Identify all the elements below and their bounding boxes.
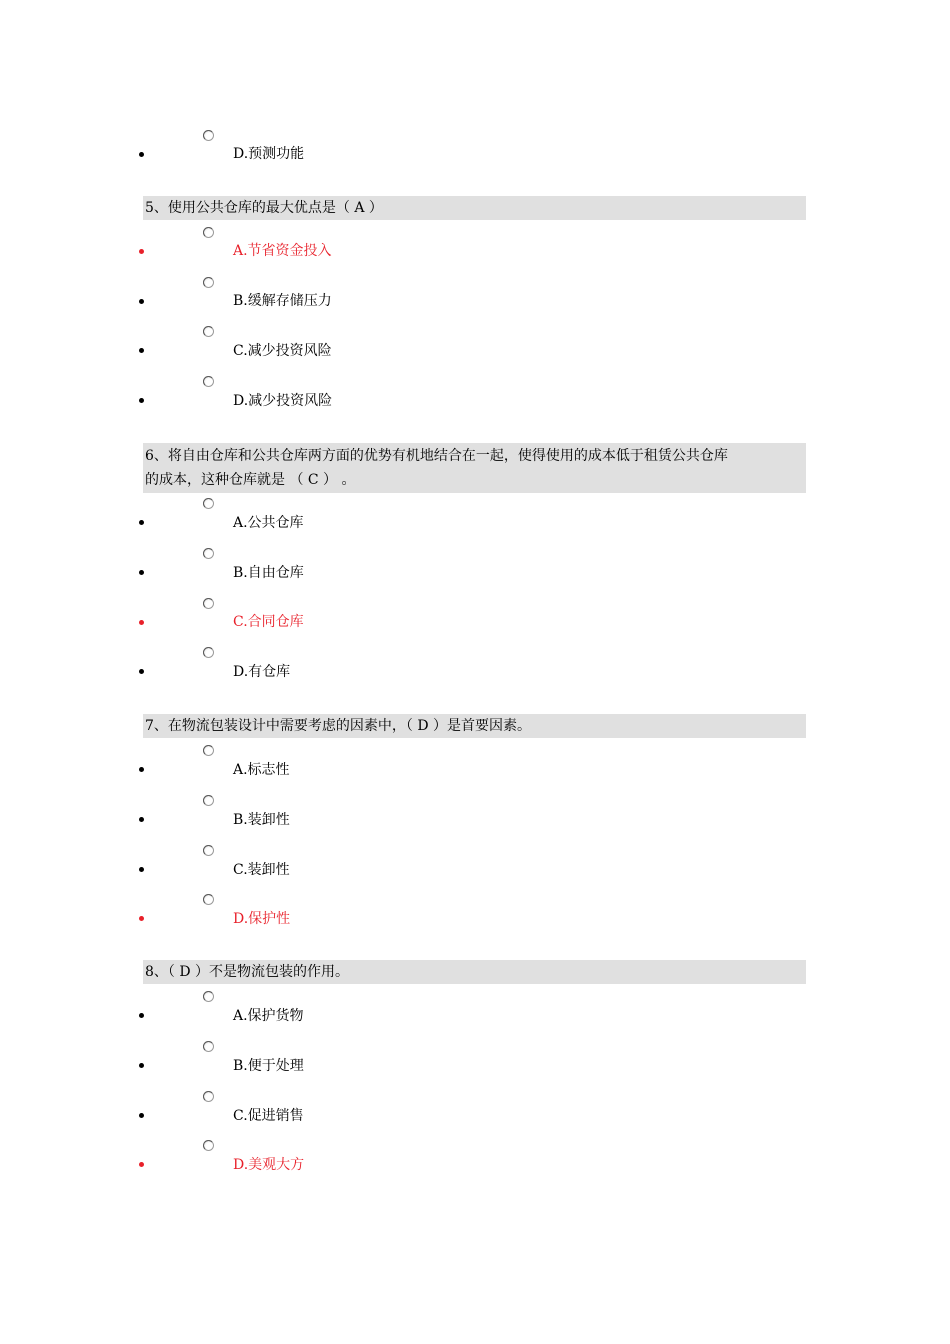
- bullet-icon: [139, 867, 144, 872]
- q5-option-b: [0, 275, 950, 321]
- radio-icon[interactable]: [203, 795, 214, 806]
- option-label: C.促进销售: [233, 1108, 304, 1124]
- q6-option-a: [0, 496, 950, 542]
- q8-option-c: [0, 1089, 950, 1135]
- q6-option-b: [0, 546, 950, 592]
- q6-option-d: [0, 645, 950, 691]
- q8-option-b: [0, 1039, 950, 1085]
- option-label: D.保护性: [233, 911, 291, 927]
- question-6-header: [143, 443, 806, 493]
- q7-option-c: [0, 843, 950, 889]
- bullet-icon: [139, 398, 144, 403]
- radio-icon[interactable]: [203, 376, 214, 387]
- q8-option-a: [0, 989, 950, 1035]
- bullet-icon: [139, 570, 144, 575]
- bullet-icon: [139, 299, 144, 304]
- q5-option-d: [0, 374, 950, 420]
- q4-option-d: [0, 127, 950, 173]
- question-6-header-line2: 的成本，这种仓库就是 （ C ） 。: [145, 472, 356, 488]
- radio-icon[interactable]: [203, 498, 214, 509]
- radio-icon[interactable]: [203, 227, 214, 238]
- option-label: C.装卸性: [233, 862, 290, 878]
- bullet-icon: [139, 817, 144, 822]
- bullet-icon: [139, 152, 144, 157]
- question-5-header: 5、使用公共仓库的最大优点是（ A ）: [143, 196, 806, 220]
- bullet-icon: [139, 620, 144, 625]
- radio-icon[interactable]: [203, 130, 214, 141]
- bullet-icon: [139, 348, 144, 353]
- radio-icon[interactable]: [203, 1140, 214, 1151]
- q7-option-d: [0, 892, 950, 938]
- option-label: B.便于处理: [233, 1058, 304, 1074]
- question-7-header: 7、在物流包装设计中需要考虑的因素中，（ D ）是首要因素。: [143, 714, 806, 738]
- option-label: D.预测功能: [233, 146, 305, 162]
- bullet-icon: [139, 249, 144, 254]
- radio-icon[interactable]: [203, 647, 214, 658]
- radio-icon[interactable]: [203, 1091, 214, 1102]
- option-label: D.有仓库: [233, 664, 291, 680]
- option-label: A.保护货物: [233, 1008, 304, 1024]
- radio-icon[interactable]: [203, 845, 214, 856]
- bullet-icon: [139, 1013, 144, 1018]
- q8-option-d: [0, 1138, 950, 1184]
- q7-option-b: [0, 793, 950, 839]
- radio-icon[interactable]: [203, 548, 214, 559]
- radio-icon[interactable]: [203, 894, 214, 905]
- bullet-icon: [139, 916, 144, 921]
- option-label: A.标志性: [233, 762, 290, 778]
- option-label: B.缓解存储压力: [233, 293, 332, 309]
- option-label: D.减少投资风险: [233, 393, 333, 409]
- bullet-icon: [139, 767, 144, 772]
- option-label: B.自由仓库: [233, 565, 304, 581]
- q7-option-a: [0, 743, 950, 789]
- radio-icon[interactable]: [203, 745, 214, 756]
- question-6-header-line1: 6、将自由仓库和公共仓库两方面的优势有机地结合在一起，使得使用的成本低于租赁公共仓库: [145, 448, 728, 464]
- radio-icon[interactable]: [203, 277, 214, 288]
- option-label: C.减少投资风险: [233, 343, 332, 359]
- option-label: A.节省资金投入: [233, 243, 332, 259]
- radio-icon[interactable]: [203, 1041, 214, 1052]
- radio-icon[interactable]: [203, 598, 214, 609]
- bullet-icon: [139, 1063, 144, 1068]
- option-label: A.公共仓库: [233, 515, 304, 531]
- q5-option-a: [0, 225, 950, 271]
- bullet-icon: [139, 669, 144, 674]
- q5-option-c: [0, 324, 950, 370]
- radio-icon[interactable]: [203, 326, 214, 337]
- bullet-icon: [139, 1113, 144, 1118]
- q6-option-c: [0, 596, 950, 642]
- option-label: D.美观大方: [233, 1157, 305, 1173]
- option-label: C.合同仓库: [233, 614, 304, 630]
- radio-icon[interactable]: [203, 991, 214, 1002]
- option-label: B.装卸性: [233, 812, 290, 828]
- question-8-header: 8、（ D ）不是物流包装的作用。: [143, 960, 806, 984]
- bullet-icon: [139, 520, 144, 525]
- bullet-icon: [139, 1162, 144, 1167]
